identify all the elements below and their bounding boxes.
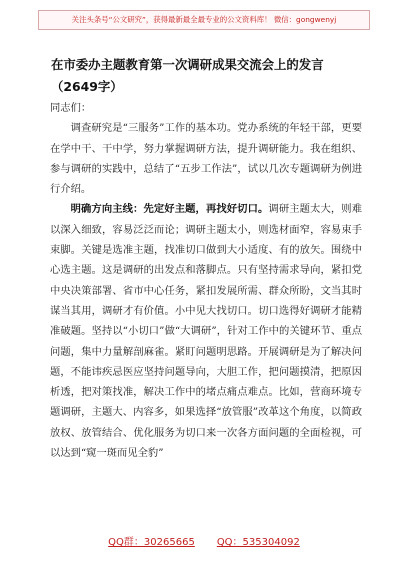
qq-number: QQ：535304092 (216, 537, 300, 548)
paragraph-2-text: 调研主题太大，则难以深入细致，容易泛泛而论；调研主题太小，则选材面窄，容易束手束脚。关键是选准主题，找准切口做到大小适度、有的放矢。围绕中心选主题。这是调研的出发点和落脚点。只有坚持需求导向，紧扣党中央决策部署、省市中心任务，紧扣发展所需、群众所盼，文当其时谋当其用，调研才有价值。小中见大找切口。切口选得好调研才能精准破题。坚持以“小切口”做“大调研”，针对工作中的关键环节、重点问题，集中力量解剖麻雀。紧盯问题明思路。开展调研是为了解决问题，不能讳疾忌医应坚持问题导向，大胆工作，把问题摸清，把原因析透，把对策找准，解决工作中的堵点痛点难点。比如，营商环境专题调研，主题大、内容多，如果选择“放管服”改革这个角度，以简政放权、放管结合、优化服务为切口来一次各方面问题的全面检视，可以达到“窥一斑而见全豹” (50, 203, 363, 460)
document-body (50, 98, 362, 463)
paragraph-2-lead: 明确方向主线：先定好主题，再找好切口。 (70, 203, 269, 216)
paragraph-2 (50, 199, 362, 463)
salutation: 同志们： (50, 102, 92, 114)
header-banner: 关注头条号“公文研究”，获得最新最全最专业的公文资料库！ 微信：gongwenyj (38, 10, 370, 30)
paragraph-1: 调查研究是“三服务”工作的基本功。党办系统的年轻干部，更要在学中干、干中学，努力掌握调研方法，提升调研能力。我在组织、参与调研的实践中，总结了“五步工作法”，试以几次专题调研为例进行介绍。 (50, 122, 362, 196)
qq-group-number: QQ群：30265665 (108, 537, 195, 548)
footer-contact (0, 533, 408, 548)
document-title: 在市委办主题教育第一次调研成果交流会上的发言（2649字） (51, 57, 324, 94)
